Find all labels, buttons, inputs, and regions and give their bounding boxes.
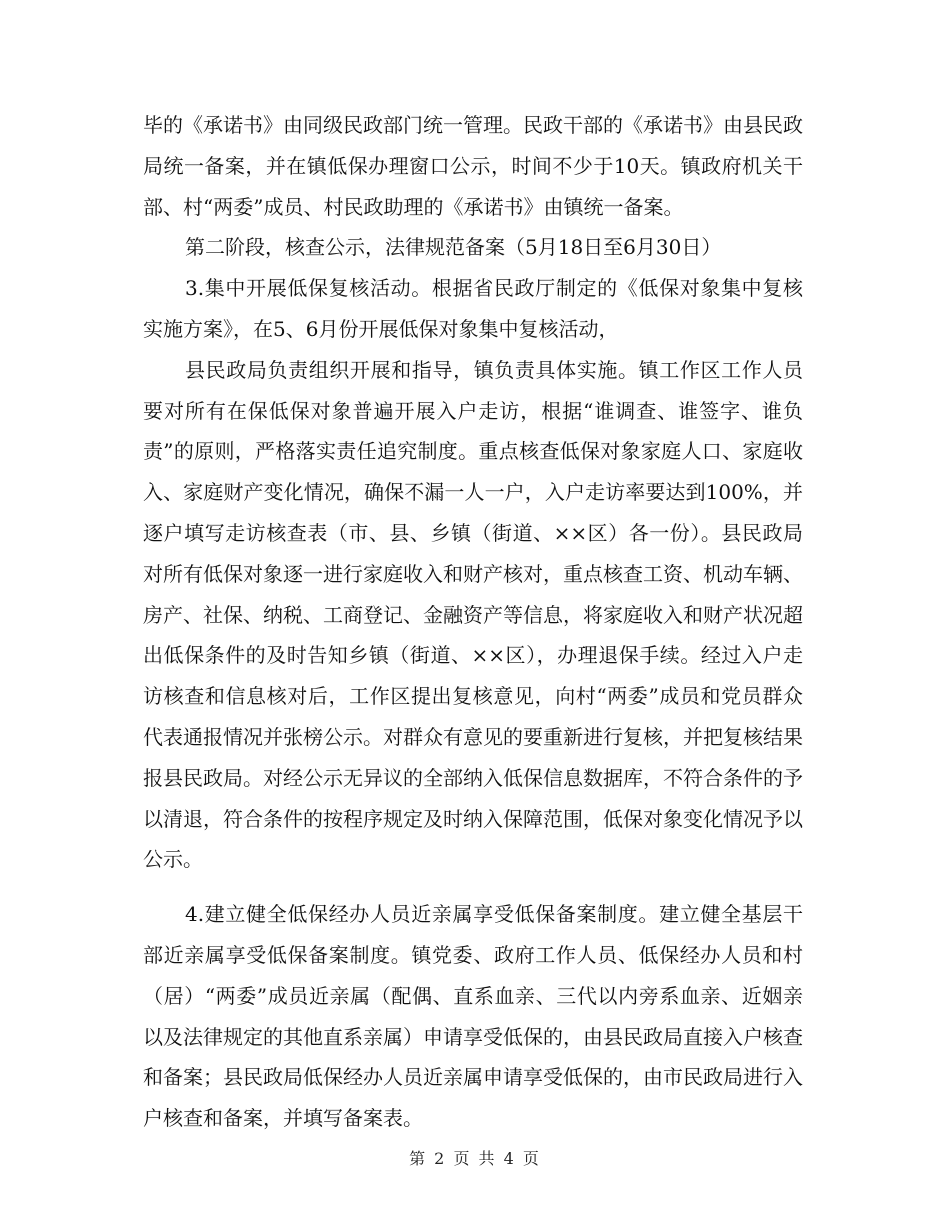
section-heading-stage-two: 第二阶段，核查公示，法律规范备案（5月18日至6月30日） bbox=[185, 235, 722, 260]
document-body bbox=[143, 105, 803, 1139]
paragraph-item-4: 4.建立健全低保经办人员近亲属享受低保备案制度。建立健全基层干部近亲属享受低保备案制度。镇党委、政府工作人员、低保经办人员和村（居）“两委”成员近亲属（配偶、直系血亲、三代以内旁系血亲、近姻亲以及法律规定的其他直系亲属）申请享受低保的，由县民政局直接入户核查和备案；县民政局低保经办人员近亲属申请享受低保的，由市民政局进行入户核查和备案，并填写备案表。 bbox=[143, 902, 803, 1131]
paragraph-item-3-detail: 县民政局负责组织开展和指导，镇负责具体实施。镇工作区工作人员要对所有在保低保对象普遍开展入户走访，根据“谁调查、谁签字、谁负责”的原则，严格落实责任追究制度。重点核查低保对象家庭人口、家庭收入、家庭财产变化情况，确保不漏一人一户，入户走访率要达到100%，并逐户填写走访核查表（市、县、乡镇（街道、××区）各一份）。县民政局对所有低保对象逐一进行家庭收入和财产核对，重点核查工资、机动车辆、房产、社保、纳税、工商登记、金融资产等信息，将家庭收入和财产状况超出低保条件的及时告知乡镇（街道、××区），办理退保手续。经过入户走访核查和信息核对后，工作区提出复核意见，向村“两委”成员和党员群众代表通报情况并张榜公示。对群众有意见的要重新进行复核，并把复核结果报县民政局。对经公示无异议的全部纳入低保信息数据库，不符合条件的予以清退，符合条件的按程序规定及时纳入保障范围，低保对象变化情况予以公示。 bbox=[143, 357, 803, 872]
paragraph-item-3: 3.集中开展低保复核活动。根据省民政厅制定的《低保对象集中复核实施方案》，在5、6月份开展低保对象集中复核活动， bbox=[143, 276, 803, 341]
paragraph-continuation: 毕的《承诺书》由同级民政部门统一管理。民政干部的《承诺书》由县民政局统一备案，并在镇低保办理窗口公示，时间不少于10天。镇政府机关干部、村“两委”成员、村民政助理的《承诺书》由镇统一备案。 bbox=[143, 113, 803, 219]
page-number-footer: 第 2 页 共 4 页 bbox=[409, 1149, 541, 1168]
